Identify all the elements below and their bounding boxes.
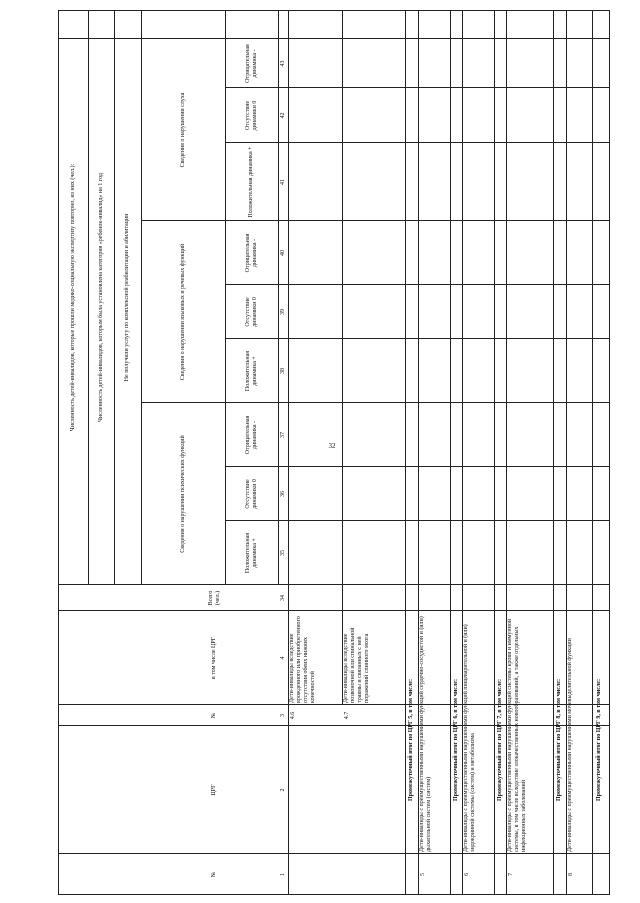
row-6-no: 6 [463, 873, 470, 876]
group-speech: Сведения о нарушении языковых и речевых функций [179, 243, 186, 381]
row-47-text: Дети-инвалиды вследствие позвоночной или спинальной травмы и связанных с ней поражений спинного мозга [343, 627, 370, 703]
row-46-text: Дети-инвалиды вследствие врожденного или приобретенного отсутствия обеих нижних конечностей [289, 616, 316, 703]
group-psych: Сведения о нарушении психических функций [179, 435, 186, 553]
colnum-4: 4 [279, 656, 286, 660]
row-7-no: 7 [507, 873, 514, 876]
page-number: 32 [328, 442, 336, 450]
colnum-40: 40 [279, 250, 286, 256]
colnum-39: 39 [279, 309, 286, 315]
row-5-no: 5 [419, 873, 426, 876]
speech-neg: Отрицательная динамика - [244, 233, 258, 273]
psych-zero: Отсутствие динамики 0 [244, 479, 258, 509]
subtotal-6: Промежуточный итог по ЦРГ 6, в том числе: [452, 679, 459, 801]
colnum-1: 1 [279, 873, 286, 876]
hearing-zero: Отсутствие динамики 0 [244, 100, 258, 131]
header-repeat-exam: Численность детей-инвалидов, которые прошли медико-социальную экспертизу повторно, из них (чел.): [69, 163, 76, 432]
group-hearing: Сведения о нарушении слуха [179, 92, 186, 168]
subtotal-9: Промежуточный итог по ЦРГ 9, в том числе: [595, 679, 602, 801]
hearing-neg: Отрицательная динамика - [244, 44, 258, 83]
row-7-text: Дети-инвалиды с преимущественными нарушениями функций системы крови и иммунной системы, в том числе вследствие злокачественных новообразований, а также отдельных инфекционных заболеваний [507, 618, 527, 852]
col-cpg-label: ЦРГ [211, 784, 217, 796]
colnum-42: 42 [279, 112, 286, 119]
col-total-label: Всего (чел.) [207, 590, 221, 606]
colnum-38: 38 [279, 368, 286, 374]
col-no-label: № [211, 871, 217, 878]
row-47-no: 4.7 [343, 711, 350, 720]
row-5-text: Дети-инвалиды с преимущественными нарушениями функций сердечно-сосудистой и (или) дыхательной систем (систем) [419, 616, 432, 852]
psych-pos: Положительная динамика + [244, 532, 258, 574]
psych-neg: Отрицательная динамика - [244, 415, 258, 455]
subtotal-7: Промежуточный итог по ЦРГ 7, в том числе: [496, 679, 503, 801]
colnum-37: 37 [279, 432, 286, 438]
colnum-36: 36 [279, 491, 286, 497]
colnum-3: 3 [279, 714, 286, 717]
row-8-text: Дети-инвалиды с преимущественными нарушениями мочевыделительной функции [567, 638, 573, 852]
row-line-a [342, 10, 343, 705]
colnum-34: 34 [279, 595, 286, 601]
row-8-no: 8 [567, 873, 574, 876]
speech-zero: Отсутствие динамики 0 [244, 297, 258, 327]
col-subcpg-label: в том числе ЦРГ [211, 636, 217, 680]
row-46-no: 4.6 [289, 711, 296, 720]
colnum-41: 41 [279, 179, 286, 185]
speech-pos: Положительная динамика + [244, 350, 258, 392]
colnum-35: 35 [279, 550, 286, 556]
subtotal-8: Промежуточный итог по ЦРГ 8, в том числе: [556, 679, 562, 801]
subtotal-5: Промежуточный итог по ЦРГ 5, в том числе: [408, 679, 414, 801]
colnum-2: 2 [279, 788, 286, 792]
row-6-text: Дети-инвалиды с преимущественными нарушениями функций пищеварительной и (или) эндокринной системы (систем) и метаболизма [463, 624, 476, 852]
hearing-pos: Положительная динамика + [248, 146, 254, 218]
header-one-year: Численность детей-инвалидов, которым была установлена категория «ребенок-инвалид» на 1 год [97, 173, 104, 422]
colnum-43: 43 [279, 60, 286, 67]
header-no-service: Не получили услугу по комплексной реабилитации и абилитации [124, 213, 130, 382]
col-subno-label: № [211, 712, 217, 719]
